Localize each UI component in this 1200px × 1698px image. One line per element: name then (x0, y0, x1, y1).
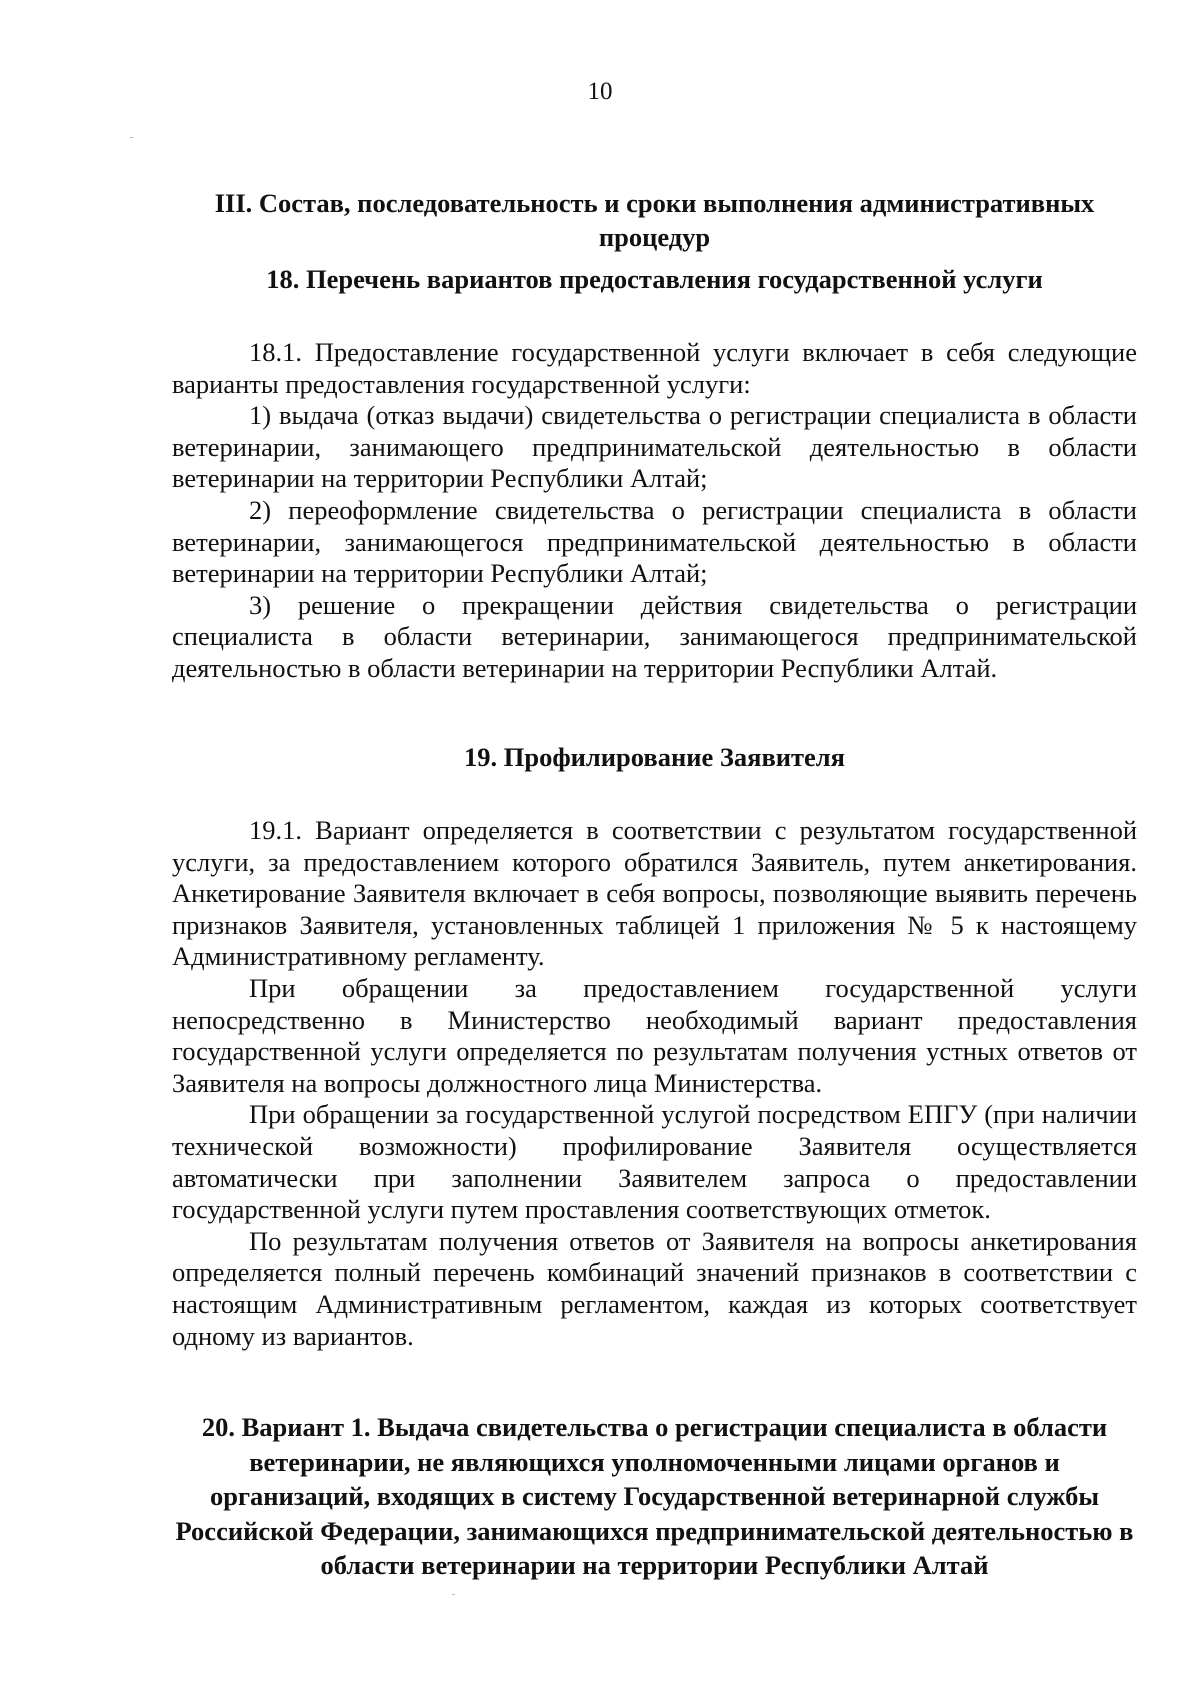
list-item-3: 3) решение о прекращении действия свидетельства о регистрации специалиста в области ветеринарии, занимающегося предпринимательской деятельностью в области ветеринарии на территории Республики Алтай. (172, 589, 1137, 683)
paragraph-survey-results: По результатам получения ответов от Заявителя на вопросы анкетирования определяется полный перечень комбинаций значений признаков в соответствии с настоящим Административным регламентом, каждая из которых соответствует одному из вариантов. (172, 1225, 1137, 1351)
section-19-title: 19. Профилирование Заявителя (463, 742, 846, 772)
section-18-title: 18. Перечень вариантов предоставления государственной услуги (266, 264, 1043, 294)
paragraph-epgu-request: При обращении за государственной услугой посредством ЕПГУ (при наличии технической возможности) профилирование Заявителя осуществляется автоматически при заполнении Заявителем запроса о предоставлении государственной услуги путем проставления соответствующих отметок. (172, 1099, 1137, 1225)
section-19-body (172, 815, 1137, 1352)
paragraph-18-1: 18.1. Предоставление государственной услуги включает в себя следующие варианты предоставления государственной услуги: (172, 337, 1137, 399)
page-number: 10 (587, 78, 613, 105)
scan-speck (452, 1594, 455, 1595)
list-item-1: 1) выдача (отказ выдачи) свидетельства о регистрации специалиста в области ветеринарии, занимающего предпринимательской деятельностью в области ветеринарии на территории Республики Алтай; (172, 400, 1137, 494)
list-item-2: 2) переоформление свидетельства о регистрации специалиста в области ветеринарии, занимающегося предпринимательской деятельностью в области ветеринарии на территории Республики Алтай; (172, 494, 1137, 589)
section-18-body (172, 337, 1137, 685)
paragraph-19-1: 19.1. Вариант определяется в соответствии с результатом государственной услуги, за предоставлением которого обратился Заявитель, путем анкетирования. Анкетирование Заявителя включает в себя вопросы, позволяющие выявить перечень признаков Заявителя, установленных таблицей 1 приложения № 5 к настоящему Административному регламенту. (172, 815, 1137, 972)
scan-speck (130, 137, 133, 138)
section-3-title: III. Состав, последовательность и сроки выполнения административных процедур (214, 188, 1095, 252)
paragraph-direct-request: При обращении за предоставлением государственной услуги непосредственно в Министерство необходимый вариант предоставления государственной услуги определяется по результатам получения устных ответов от Заявителя на вопросы должностного лица Министерства. (172, 972, 1137, 1098)
section-20-title: 20. Вариант 1. Выдача свидетельства о регистрации специалиста в области ветеринарии, не являющихся уполномоченными лицами органов и организаций, входящих в систему Государственной ветеринарной службы Российской Федерации, занимающихся предпринимательской деятельностью в области ветеринарии на территории Республики Алтай (175, 1412, 1134, 1580)
